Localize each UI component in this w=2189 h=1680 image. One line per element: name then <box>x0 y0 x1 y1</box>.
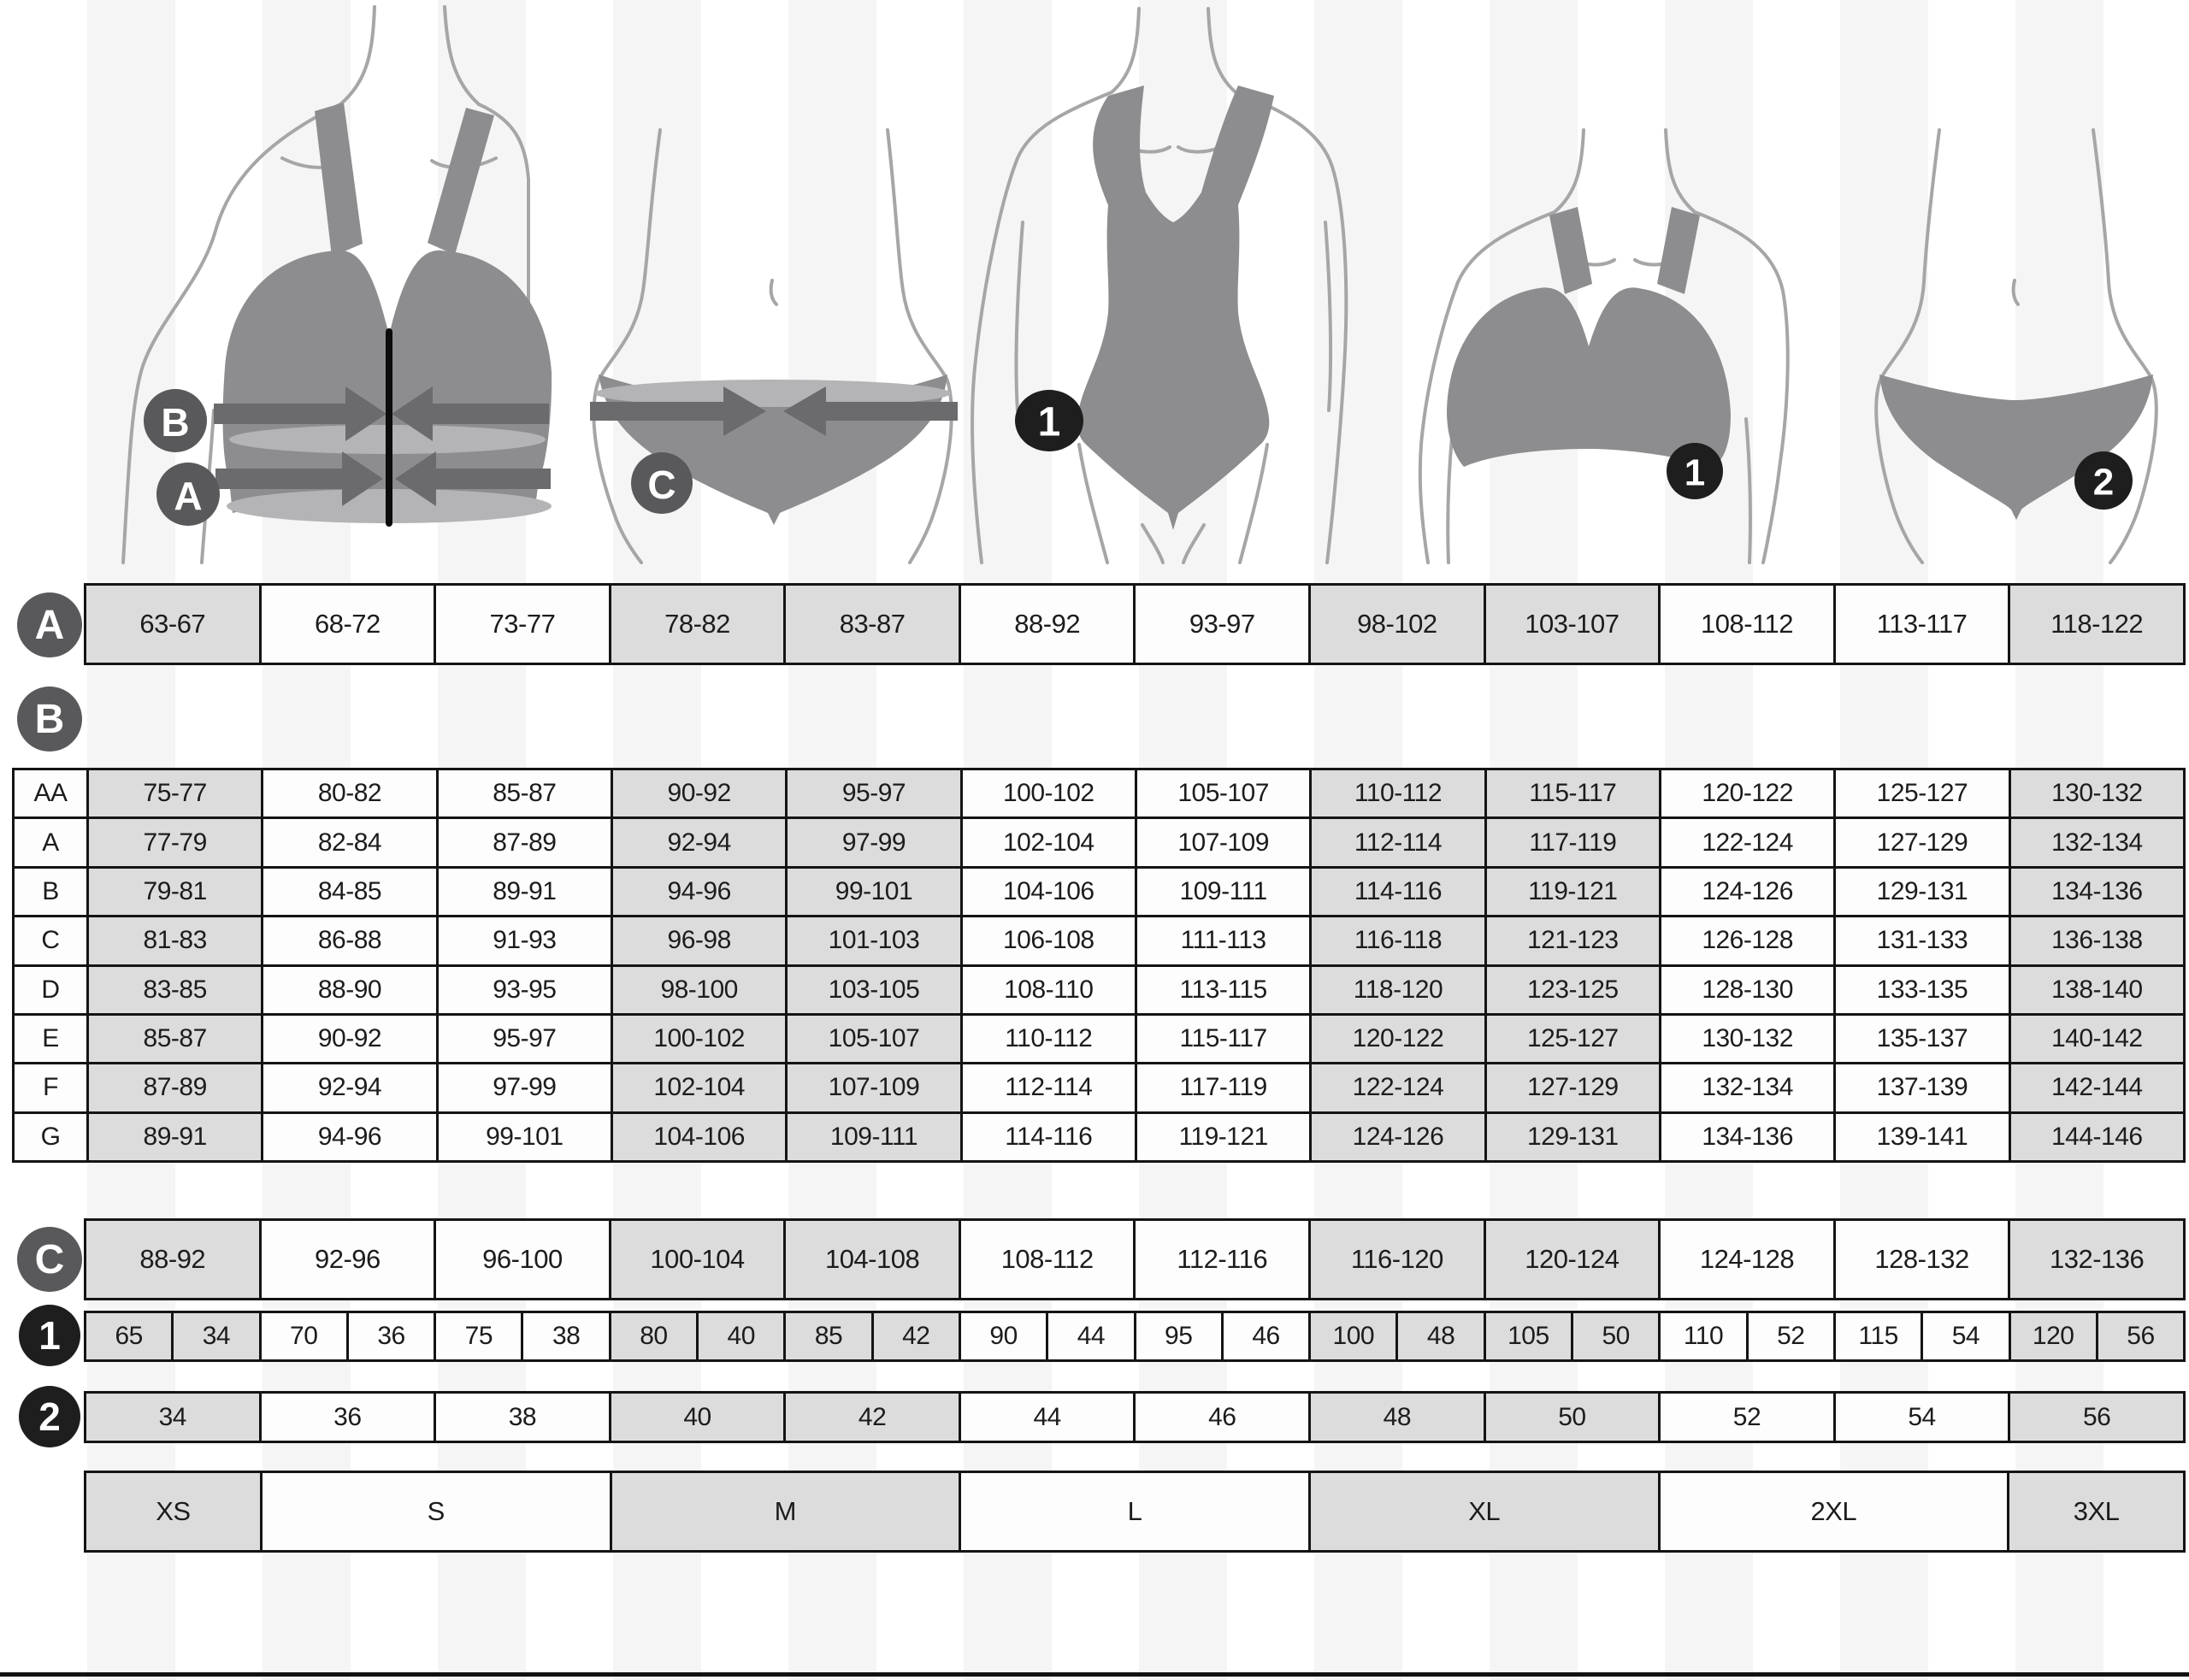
table-cell: 46 <box>1221 1313 1308 1359</box>
table-cell: 105 <box>1484 1313 1571 1359</box>
table-cell: 118-122 <box>2008 586 2183 663</box>
table-cell: 40 <box>609 1394 784 1441</box>
cup-label: G <box>15 1114 86 1160</box>
table-cell: 95-97 <box>436 1016 611 1062</box>
table-cell: 134-136 <box>2009 869 2183 915</box>
table-cell: 136-138 <box>2009 917 2183 964</box>
table-cell: 132-136 <box>2008 1221 2183 1298</box>
table-cell: 124-128 <box>1658 1221 1833 1298</box>
table-cell: 52 <box>1746 1313 1833 1359</box>
table-cell: 63-67 <box>86 586 259 663</box>
table-cell: 125-127 <box>1484 1016 1659 1062</box>
table-cell: 48 <box>1395 1313 1483 1359</box>
table-cell: 44 <box>959 1394 1134 1441</box>
size-cell: M <box>610 1473 959 1550</box>
hip-measure-illustration <box>590 130 958 563</box>
bottom-divider <box>0 1672 2189 1677</box>
table-cell: 124-126 <box>1309 1114 1484 1160</box>
table-cell: 95-97 <box>785 770 959 816</box>
table-cell: 77-79 <box>86 819 261 865</box>
table-cell: 117-119 <box>1484 819 1659 865</box>
table-panty-size-2 <box>84 1391 2186 1443</box>
table-row <box>15 1013 2183 1062</box>
table-cell: 101-103 <box>785 917 959 964</box>
table-cell: 132-134 <box>1659 1064 1833 1111</box>
table-cell: 73-77 <box>434 586 609 663</box>
table-cell: 142-144 <box>2009 1064 2183 1111</box>
table-cell: 54 <box>1833 1394 2009 1441</box>
table-cell: 97-99 <box>436 1064 611 1111</box>
table-cell: 107-109 <box>1135 819 1309 865</box>
table-cell: 50 <box>1571 1313 1658 1359</box>
row-label-2: 2 <box>19 1386 80 1447</box>
table-cell: 110-112 <box>960 1016 1135 1062</box>
table-cell: 90 <box>959 1313 1046 1359</box>
table-cell: 95 <box>1134 1313 1221 1359</box>
table-cell: 34 <box>86 1394 259 1441</box>
table-cell: 112-114 <box>1309 819 1484 865</box>
table-cell: 89-91 <box>436 869 611 915</box>
swimsuit-illustration <box>972 9 1346 563</box>
cup-label: A <box>15 819 86 865</box>
table-cell: 89-91 <box>86 1114 261 1160</box>
table-cell: 139-141 <box>1833 1114 2008 1160</box>
table-cell: 106-108 <box>960 917 1135 964</box>
table-cell: 132-134 <box>2009 819 2183 865</box>
table-cell: 75 <box>434 1313 521 1359</box>
table-cell: 85 <box>783 1313 870 1359</box>
table-cell: 108-110 <box>960 967 1135 1013</box>
table-cell: 94-96 <box>261 1114 435 1160</box>
table-cell: 116-118 <box>1309 917 1484 964</box>
row-label-C: C <box>17 1227 82 1292</box>
table-cell: 42 <box>871 1313 959 1359</box>
badge-C-label: C <box>647 463 676 507</box>
table-cell: 100-102 <box>960 770 1135 816</box>
table-cell: 81-83 <box>86 917 261 964</box>
table-cell: 110-112 <box>1309 770 1484 816</box>
table-cell: 102-104 <box>960 819 1135 865</box>
table-cell: 80 <box>609 1313 696 1359</box>
table-cell: 137-139 <box>1833 1064 2008 1111</box>
table-cell: 65 <box>86 1313 171 1359</box>
table-row <box>15 816 2183 865</box>
table-cell: 90-92 <box>611 770 785 816</box>
table-cell: 100-102 <box>611 1016 785 1062</box>
table-cell: 125-127 <box>1833 770 2008 816</box>
table-cell: 112-116 <box>1133 1221 1308 1298</box>
table-cell: 87-89 <box>86 1064 261 1111</box>
table-cell: 79-81 <box>86 869 261 915</box>
table-cell: 83-87 <box>783 586 959 663</box>
table-cell: 109-111 <box>1135 869 1309 915</box>
table-cell: 96-98 <box>611 917 785 964</box>
table-cell: 48 <box>1308 1394 1484 1441</box>
table-cell: 140-142 <box>2009 1016 2183 1062</box>
table-cell: 129-131 <box>1833 869 2008 915</box>
table-cell: 38 <box>521 1313 608 1359</box>
table-row <box>15 964 2183 1013</box>
table-cell: 34 <box>171 1313 258 1359</box>
size-cell: XL <box>1308 1473 1658 1550</box>
table-cell: 113-117 <box>1833 586 2009 663</box>
table-cell: 119-121 <box>1135 1114 1309 1160</box>
table-cell: 50 <box>1484 1394 1659 1441</box>
table-cell: 127-129 <box>1484 1064 1659 1111</box>
table-cell: 93-95 <box>436 967 611 1013</box>
table-cell: 88-90 <box>261 967 435 1013</box>
cup-label: D <box>15 967 86 1013</box>
badge-A-label: A <box>174 474 203 518</box>
table-row <box>15 1062 2183 1111</box>
table-cell: 52 <box>1658 1394 1833 1441</box>
table-cell: 78-82 <box>609 586 784 663</box>
table-cell: 88-92 <box>86 1221 259 1298</box>
cup-label: C <box>15 917 86 964</box>
size-cell: 3XL <box>2007 1473 2183 1550</box>
table-cell: 93-97 <box>1133 586 1308 663</box>
table-cell: 120-122 <box>1309 1016 1484 1062</box>
table-cell: 44 <box>1046 1313 1133 1359</box>
badge-B-label: B <box>161 400 190 445</box>
table-cell: 99-101 <box>785 869 959 915</box>
table-cell: 105-107 <box>785 1016 959 1062</box>
table-cell: 92-94 <box>611 819 785 865</box>
table-row <box>15 866 2183 915</box>
table-cell: 109-111 <box>785 1114 959 1160</box>
table-cell: 103-107 <box>1484 586 1659 663</box>
cup-label: B <box>15 869 86 915</box>
table-cell: 116-120 <box>1308 1221 1484 1298</box>
table-cell: 144-146 <box>2009 1114 2183 1160</box>
table-cell: 36 <box>259 1394 434 1441</box>
table-cell: 88-92 <box>959 586 1134 663</box>
row-label-B: B <box>17 687 82 752</box>
table-row <box>15 915 2183 964</box>
table-cell: 131-133 <box>1833 917 2008 964</box>
table-cell: 108-112 <box>959 1221 1134 1298</box>
badge-2-panties-label: 2 <box>2092 461 2115 504</box>
table-cell: 104-106 <box>611 1114 785 1160</box>
table-cell: 96-100 <box>434 1221 609 1298</box>
table-cell: 92-94 <box>261 1064 435 1111</box>
table-cell: 138-140 <box>2009 967 2183 1013</box>
table-row <box>15 770 2183 816</box>
table-cell: 99-101 <box>436 1114 611 1160</box>
table-cell: 128-132 <box>1833 1221 2009 1298</box>
table-cell: 122-124 <box>1659 819 1833 865</box>
table-cell: 85-87 <box>86 1016 261 1062</box>
bra-illustration <box>1420 130 1788 563</box>
table-cell: 133-135 <box>1833 967 2008 1013</box>
size-cell: L <box>959 1473 1308 1550</box>
table-cell: 97-99 <box>785 819 959 865</box>
table-cell: 90-92 <box>261 1016 435 1062</box>
table-cell: 113-115 <box>1135 967 1309 1013</box>
table-cell: 87-89 <box>436 819 611 865</box>
cup-label: E <box>15 1016 86 1062</box>
table-cell: 126-128 <box>1659 917 1833 964</box>
table-cell: 46 <box>1133 1394 1308 1441</box>
table-cell: 80-82 <box>261 770 435 816</box>
table-cell: 119-121 <box>1484 869 1659 915</box>
table-cell: 120-124 <box>1484 1221 1659 1298</box>
table-cell: 134-136 <box>1659 1114 1833 1160</box>
table-cell: 100 <box>1308 1313 1395 1359</box>
table-cell: 83-85 <box>86 967 261 1013</box>
table-cell: 128-130 <box>1659 967 1833 1013</box>
table-cell: 75-77 <box>86 770 261 816</box>
table-cell: 111-113 <box>1135 917 1309 964</box>
size-cell: S <box>260 1473 610 1550</box>
table-cell: 104-108 <box>783 1221 959 1298</box>
table-cell: 118-120 <box>1309 967 1484 1013</box>
table-cell: 130-132 <box>1659 1016 1833 1062</box>
table-cell: 100-104 <box>609 1221 784 1298</box>
table-cell: 56 <box>2096 1313 2183 1359</box>
table-cell: 108-112 <box>1658 586 1833 663</box>
table-cell: 38 <box>434 1394 609 1441</box>
table-cell: 127-129 <box>1833 819 2008 865</box>
badge-1-bra-label: 1 <box>1684 451 1706 494</box>
table-bra-size-1 <box>84 1311 2186 1362</box>
row-label-A: A <box>17 592 82 657</box>
table-cell: 36 <box>346 1313 434 1359</box>
table-cell: 115-117 <box>1484 770 1659 816</box>
table-cell: 120 <box>2009 1313 2096 1359</box>
row-label-1: 1 <box>19 1305 80 1366</box>
table-cell: 102-104 <box>611 1064 785 1111</box>
size-cell: 2XL <box>1658 1473 2008 1550</box>
figure-illustrations <box>0 0 2189 564</box>
table-cell: 54 <box>1921 1313 2008 1359</box>
badge-1-swimsuit-label: 1 <box>1037 399 1061 445</box>
table-cell: 115-117 <box>1135 1016 1309 1062</box>
table-cell: 82-84 <box>261 819 435 865</box>
table-cell: 91-93 <box>436 917 611 964</box>
table-cell: 56 <box>2008 1394 2183 1441</box>
table-hips-C <box>84 1218 2186 1300</box>
table-cell: 121-123 <box>1484 917 1659 964</box>
table-cell: 70 <box>259 1313 346 1359</box>
table-cell: 42 <box>783 1394 959 1441</box>
table-cell: 124-126 <box>1659 869 1833 915</box>
size-cell: XS <box>86 1473 260 1550</box>
table-cell: 85-87 <box>436 770 611 816</box>
table-cell: 115 <box>1833 1313 1921 1359</box>
table-cell: 98-102 <box>1308 586 1484 663</box>
table-cell: 103-105 <box>785 967 959 1013</box>
table-cell: 104-106 <box>960 869 1135 915</box>
table-cell: 114-116 <box>1309 869 1484 915</box>
table-cell: 107-109 <box>785 1064 959 1111</box>
table-cell: 84-85 <box>261 869 435 915</box>
table-cell: 130-132 <box>2009 770 2183 816</box>
table-cell: 135-137 <box>1833 1016 2008 1062</box>
table-row <box>15 1111 2183 1160</box>
table-international-sizes <box>84 1471 2186 1553</box>
table-cell: 92-96 <box>259 1221 434 1298</box>
table-cell: 94-96 <box>611 869 785 915</box>
table-cell: 98-100 <box>611 967 785 1013</box>
table-cell: 120-122 <box>1659 770 1833 816</box>
table-cell: 105-107 <box>1135 770 1309 816</box>
table-cell: 129-131 <box>1484 1114 1659 1160</box>
table-bust-B <box>12 768 2186 1163</box>
panties-illustration <box>1876 130 2157 563</box>
table-cell: 68-72 <box>259 586 434 663</box>
table-cell: 117-119 <box>1135 1064 1309 1111</box>
table-cell: 123-125 <box>1484 967 1659 1013</box>
table-cell: 86-88 <box>261 917 435 964</box>
table-cell: 122-124 <box>1309 1064 1484 1111</box>
cup-label: AA <box>15 770 86 816</box>
cup-label: F <box>15 1064 86 1111</box>
bra-measure-illustration <box>123 7 552 563</box>
table-cell: 40 <box>696 1313 783 1359</box>
table-underbust-A <box>84 583 2186 665</box>
table-cell: 112-114 <box>960 1064 1135 1111</box>
table-cell: 114-116 <box>960 1114 1135 1160</box>
table-cell: 110 <box>1658 1313 1745 1359</box>
